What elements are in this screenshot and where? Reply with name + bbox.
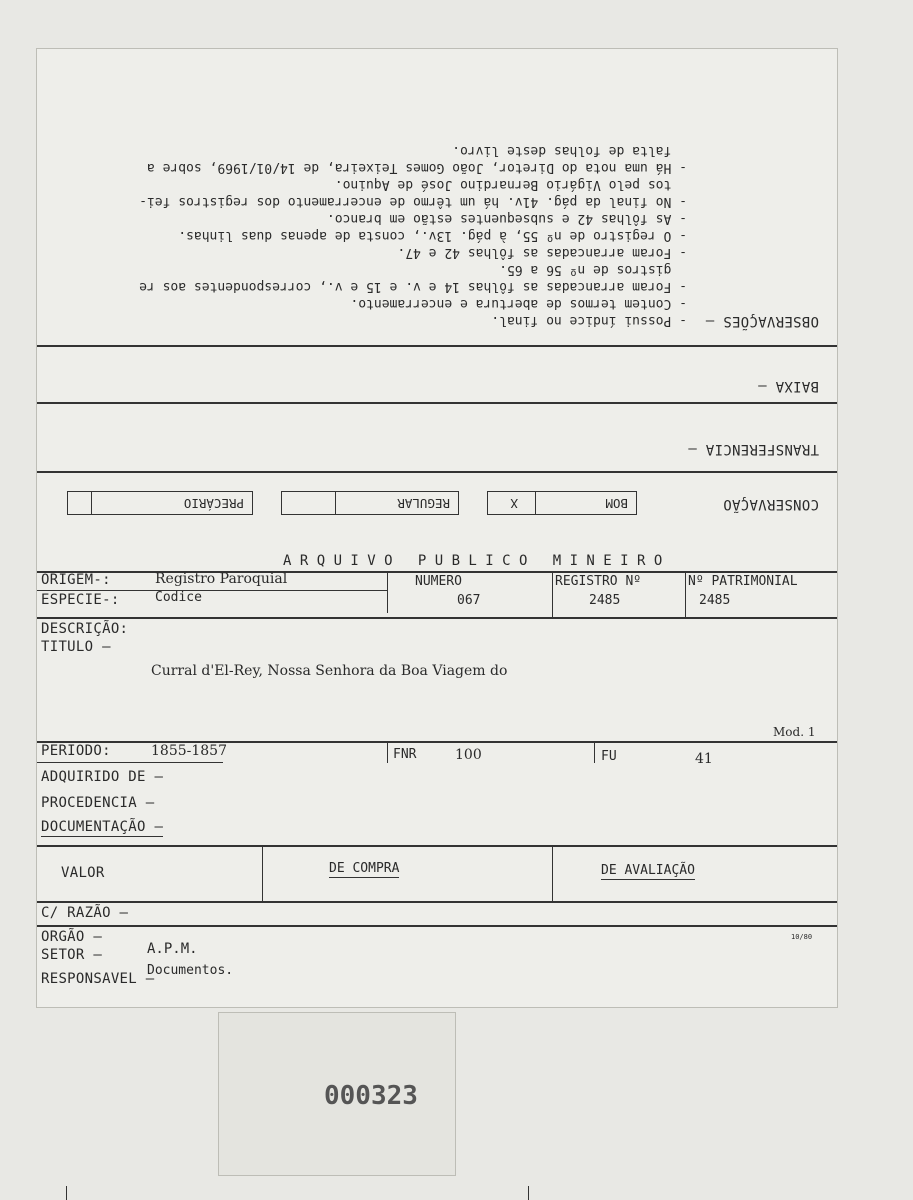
conservacao-label: CONSERVAÇÃO [722,496,819,512]
bom-label: BOM [605,496,628,511]
origem-value: Registro Paroquial [155,571,288,587]
column-divider [387,571,388,613]
bom-checkbox-group [487,491,637,515]
box-divider [91,492,92,514]
documentacao-label: DOCUMENTAÇÃO – [41,819,164,835]
orgao-label: ORGÃO – [41,929,103,945]
precario-label: PRECÁRIO [183,496,244,511]
titulo-label: TITULO – [41,639,111,655]
divider [37,590,387,591]
setor-label: SETOR – [41,947,103,963]
observacao-line: tos pelo Vigário Bernardino José de Aquino. [334,177,687,192]
divider [37,471,837,473]
observacao-line: - Possui índice no final. [491,313,687,328]
transferencia-label: TRANSFERENCIA – [688,441,819,457]
observacao-line: - O registro de nº 55, à pág. 13v., consta de apenas duas linhas. [178,228,687,243]
numero-label: NUMERO [415,574,462,589]
column-divider [262,845,263,901]
observacao-line: - Há uma nota do Diretor, João Gomes Teixeira, de 14/01/1969, sobre a [146,160,687,175]
periodo-label: PERIODO: [41,743,111,759]
divider [37,901,837,903]
archive-stamp [218,1012,456,1176]
observacoes-list [47,142,687,329]
divider [37,402,837,404]
patrimonial-label: Nº PATRIMONIAL [688,574,798,589]
observacao-line: - As fôlhas 42 e subsequentes estão em branco. [326,211,687,226]
numero-value: 067 [457,593,481,608]
observacao-line: - No final da pág. 41v. há um têrmo de encerramento dos registros fei- [139,194,687,209]
rotated-section [37,49,837,529]
column-divider [685,571,686,619]
catalog-card [36,48,838,1008]
archive-title: A R Q U I V O P U B L I C O M I N E I R O [283,553,663,569]
periodo-value: 1855-1857 [151,743,227,759]
origem-label: ORIGEM-: [41,572,111,588]
column-divider [594,741,595,763]
mod-label: Mod. 1 [773,725,816,739]
bom-mark: X [510,496,518,511]
edge-mark [66,1186,67,1200]
titulo-value: Curral d'El-Rey, Nossa Senhora da Boa Viagem do [151,663,508,679]
de-compra-label: DE COMPRA [329,861,400,876]
registro-label: REGISTRO Nº [555,574,642,589]
column-divider [552,571,553,619]
registro-value: 2485 [589,593,621,608]
fu-label: FU [601,749,617,764]
patrimonial-value: 2485 [699,593,731,608]
box-divider [335,492,336,514]
divider [37,617,837,619]
procedencia-label: PROCEDENCIA – [41,795,155,811]
observacoes-label: OBSERVAÇÕES – [705,313,819,329]
column-divider [387,741,388,763]
divider [37,845,837,847]
divider [37,925,837,927]
razao-label: C/ RAZÃO – [41,905,129,921]
de-avaliacao-label: DE AVALIAÇÃO [601,863,695,878]
observacao-line: - Foram arrancadas as fôlhas 14 e v. e 15 e v., correspondentes aos re [139,279,687,294]
regular-checkbox-group [281,491,459,515]
especie-label: ESPECIE-: [41,592,120,608]
observacao-line: - Contem termos de abertura e encerramento. [350,296,687,311]
valor-label: VALOR [61,865,105,881]
divider [37,345,837,347]
responsavel-value: Documentos. [147,963,234,978]
precario-checkbox-group [67,491,253,515]
observacao-line: - Foram arrancadas as fôlhas 42 e 47. [397,245,687,260]
edge-mark [528,1186,529,1200]
especie-value: Codice [155,590,202,605]
regular-label: REGULAR [397,496,450,511]
stamp-number: 000323 [324,1081,418,1111]
printer-mark: 10/80 [791,933,813,941]
column-divider [552,845,553,901]
descricao-label: DESCRIÇÃO: [41,621,129,637]
setor-value: A.P.M. [147,941,198,957]
box-divider [535,492,536,514]
responsavel-label: RESPONSAVEL – [41,971,155,987]
observacao-line: falta de folhas deste livro. [452,143,687,158]
fnr-label: FNR [393,747,417,762]
fu-value: 41 [695,751,713,767]
observacao-line: gistros de nº 56 a 65. [499,262,687,277]
baixa-label: BAIXA – [757,378,819,394]
fnr-value: 100 [455,747,482,763]
adquirido-label: ADQUIRIDO DE – [41,769,164,785]
underline [37,762,223,763]
